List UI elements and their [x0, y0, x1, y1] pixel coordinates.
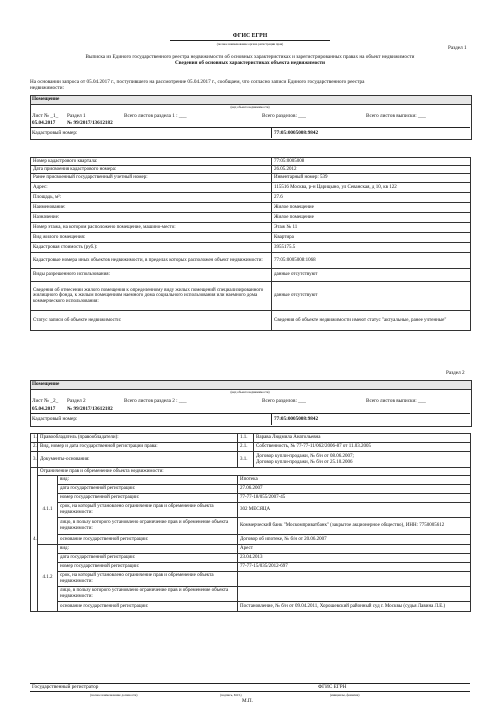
row-num: 4. — [31, 468, 38, 612]
table-row — [31, 503, 471, 518]
enc-value — [238, 572, 471, 587]
table-row — [31, 485, 471, 494]
section2-table — [30, 433, 471, 612]
row-num: 3. — [31, 452, 38, 468]
row-label: Правообладатель (правообладатели): — [38, 434, 238, 443]
table-row — [31, 253, 471, 269]
table-row — [31, 494, 471, 503]
row-value: Квартира — [272, 233, 471, 243]
section1-cadastral-label: Кадастровый номер: — [32, 130, 78, 136]
row-value: 115516 Москва, р-н Царицыно, ул Севанская, д 10, кв 122 — [272, 183, 471, 193]
row-value: 3955175.5 — [272, 243, 471, 253]
enc-value: 77-77-15/035/2012-697 — [238, 563, 471, 572]
divider — [30, 127, 470, 128]
enc-value: 23.04.2013 — [238, 554, 471, 563]
row-label: Виды разрешенного использования: — [31, 269, 272, 282]
table-row — [31, 158, 471, 166]
row-value: Сведения об объекте недвижимости имеют статус "актуальные, ранее учтенные" — [272, 311, 471, 331]
row-value: Жилое помещение — [272, 213, 471, 223]
enc-value: Ипотека — [238, 476, 471, 485]
table-row — [31, 213, 471, 223]
table-row — [31, 554, 471, 563]
section2-razdel: Раздел 2 — [67, 398, 86, 404]
enc-label: лицо, в пользу которого установлено ограничение прав и обременение объекта недвижимости: — [58, 518, 238, 535]
section2-cadastral-label: Кадастровый номер: — [32, 416, 78, 422]
table-row — [31, 203, 471, 213]
table-row — [31, 223, 471, 233]
row-value: 77:05:0005008:1068 — [272, 253, 471, 269]
row-value: Жилое помещение — [272, 203, 471, 213]
enc-label: основание государственной регистрации: — [58, 535, 238, 545]
doc-title: Выписка из Единого государственного реестра недвижимости об основных характеристиках и зарегистрированных правах на объект недвижимости — [85, 54, 415, 60]
row-value: Инвентарный номер: 539 — [272, 174, 471, 183]
row-num: 2. — [31, 443, 38, 452]
divider — [30, 413, 470, 414]
enc-value: Постановление, № б/н от 09.04.2011, Хорошевский районный суд г. Москвы (судья Лавина Л.Е.) — [238, 602, 471, 612]
row-value — [254, 452, 471, 468]
enc-value — [238, 587, 471, 602]
section1-sheets-total: Всего листов выписки: ___ — [366, 113, 426, 119]
org-note: (полное наименование органа регистрации прав) — [216, 42, 284, 46]
table-row — [31, 434, 471, 443]
section2-cadastral-value: 77:05:0005008:9842 — [274, 416, 319, 422]
enc-label: вид: — [58, 545, 238, 554]
note-initials: (инициалы, фамилия) — [330, 693, 360, 697]
section1-date: 05.04.2017 — [32, 120, 56, 126]
row-label: Кадастровые номера иных объектов недвижимости, в пределах которых расположен объект недвижимости: — [31, 253, 272, 269]
section1-razdel: Раздел 1 — [67, 113, 86, 119]
row-label: Ограничение прав и обременение объекта недвижимости: — [38, 468, 471, 476]
note-position: (полное наименование должности) — [90, 693, 138, 697]
table-row — [31, 193, 471, 203]
row-label: Адрес: — [31, 183, 272, 193]
row-value: Собственность, № 77-77-11/062/2006-87 от 11.03.2005 — [254, 443, 471, 452]
enc-value: Коммерческий банк "Москомприватбанк" (закрытое акционерное общество), ИНН: 7750005612 — [238, 518, 471, 535]
row-label: Назначение: — [31, 213, 272, 223]
enc-label: дата государственной регистрации: — [58, 554, 238, 563]
section2-sheet-no: Лист № _2_ — [32, 398, 59, 404]
section2-object-note: (вид объекта недвижимости) — [230, 390, 270, 394]
enc-label: номер государственной регистрации: — [58, 494, 238, 503]
row-num: 1. — [31, 434, 38, 443]
row-label: Наименование: — [31, 203, 272, 213]
row-label: Номер этажа, на котором расположено помещение, машино-место: — [31, 223, 272, 233]
enc-value: 27.06.2007 — [238, 485, 471, 494]
note-signature: (подпись, М.П.) — [220, 693, 242, 697]
table-row — [31, 452, 471, 468]
table-row — [31, 518, 471, 535]
table-row — [31, 269, 471, 282]
section2-doc-no: № 99/2017/13612182 — [67, 406, 113, 412]
table-row — [31, 183, 471, 193]
table-row — [31, 174, 471, 183]
request-line-2: недвижимости: — [30, 85, 65, 91]
row-value: данные отсутствуют — [272, 269, 471, 282]
row-label: Кадастровая стоимость (руб.): — [31, 243, 272, 253]
footer-org: ФГИС ЕГРН — [318, 684, 347, 690]
enc-label: номер государственной регистрации: — [58, 563, 238, 572]
table-row — [31, 476, 471, 485]
section1-table — [30, 157, 471, 331]
row-sub: 3.1. — [238, 452, 254, 468]
row-label: Сведения об отнесении жилого помещения к определенному виду жилых помещений специализированного жилищного фонда, к жилым помещениям наемного дома социального использования или наемного дома коммерческого использования: — [31, 282, 272, 311]
encumbrance-num: 4.1.2 — [38, 545, 58, 612]
row-label: Вид, номер и дата государственной регистрации права: — [38, 443, 238, 452]
enc-label: срок, на который установлено ограничение прав и обременение объекта недвижимости: — [58, 572, 238, 587]
registrar-label: Государственный регистратор — [32, 684, 99, 690]
section2-date: 05.04.2017 — [32, 406, 56, 412]
section1-doc-no: № 99/2017/13612182 — [67, 120, 113, 126]
enc-value: 302 МЕСЯЦА — [238, 503, 471, 518]
table-row — [31, 282, 471, 311]
divider — [271, 127, 272, 138]
doc-subtitle: Сведения об основных характеристиках объекта недвижимости — [174, 60, 326, 66]
table-row — [31, 572, 471, 587]
table-row — [31, 545, 471, 554]
encumbrance-num: 4.1.1 — [38, 476, 58, 545]
section2-sheets-razdel: Всего листов раздела 2 : ___ — [124, 398, 187, 404]
section2-sheets-total: Всего листов выписки: ___ — [366, 398, 426, 404]
enc-value: Арест — [238, 545, 471, 554]
section1-object-type: Помещение — [32, 96, 60, 102]
table-row — [31, 468, 471, 476]
section1-sheets-razdel: Всего листов раздела 1 : ___ — [124, 113, 187, 119]
row-value: 27.6 — [272, 193, 471, 203]
enc-label: дата государственной регистрации: — [58, 485, 238, 494]
section2-tag: Раздел 2 — [446, 370, 465, 376]
enc-label: срок, на который установлено ограничение прав и обременение объекта недвижимости: — [58, 503, 238, 518]
row-sub: 2.1. — [238, 443, 254, 452]
row-label: Ранее присвоенный государственный учетный номер: — [31, 174, 272, 183]
section1-object-note: (вид объекта недвижимости) — [230, 105, 270, 109]
section1-sections-total: Всего разделов: ___ — [262, 113, 306, 119]
table-row — [31, 233, 471, 243]
section2-sections-total: Всего разделов: ___ — [262, 398, 306, 404]
row-label: Вид жилого помещения: — [31, 233, 272, 243]
row-label: Дата присвоения кадастрового номера: — [31, 166, 272, 174]
enc-value: 77-77-18/055/2007-45 — [238, 494, 471, 503]
section1-cadastral-value: 77:05:0005008:9842 — [274, 130, 319, 136]
table-row — [31, 311, 471, 331]
table-row — [31, 166, 471, 174]
section1-sheet-no: Лист № _1_ — [32, 113, 59, 119]
table-row — [31, 243, 471, 253]
row-label: Номер кадастрового квартала: — [31, 158, 272, 166]
row-label: Статус записи об объекте недвижимости: — [31, 311, 272, 331]
enc-label: вид: — [58, 476, 238, 485]
divider — [271, 413, 272, 425]
row-value: данные отсутствуют — [272, 282, 471, 311]
section2-object-type: Помещение — [32, 381, 60, 387]
row-sub: 1.1. — [238, 434, 254, 443]
request-line: На основании запроса от 05.04.2017 г., поступившего на рассмотрение 05.04.2017 г., сообщаем, что согласно записи Единого государственного реестра — [30, 79, 365, 85]
row-label: Площадь, м²: — [31, 193, 272, 203]
row-label: Документы-основания: — [38, 452, 238, 468]
stamp-mp: М.П. — [242, 698, 253, 704]
table-row — [31, 587, 471, 602]
row-value: 77:05:0005008 — [272, 158, 471, 166]
enc-value: Договор об ипотеке, № б/н от 20.06.2007 — [238, 535, 471, 545]
row-value: 26.05.2012 — [272, 166, 471, 174]
section1-tag: Раздел 1 — [448, 45, 467, 51]
table-row — [31, 443, 471, 452]
table-row — [31, 563, 471, 572]
enc-label: лицо, в пользу которого установлено ограничение прав и обременение объекта недвижимости: — [58, 587, 238, 602]
document-2: Договор купли-продажи, № б/н от 25.10.2006 — [256, 459, 353, 465]
table-row — [31, 535, 471, 545]
row-value: Варава Людмила Анатольевна — [254, 434, 471, 443]
document-1: Договор купли-продажи, № б/н от 08.06.2007; — [256, 453, 354, 459]
table-row — [31, 602, 471, 612]
enc-label: основание государственной регистрации: — [58, 602, 238, 612]
row-value: Этаж № 11 — [272, 223, 471, 233]
org-name: ФГИС ЕГРН — [232, 33, 268, 39]
